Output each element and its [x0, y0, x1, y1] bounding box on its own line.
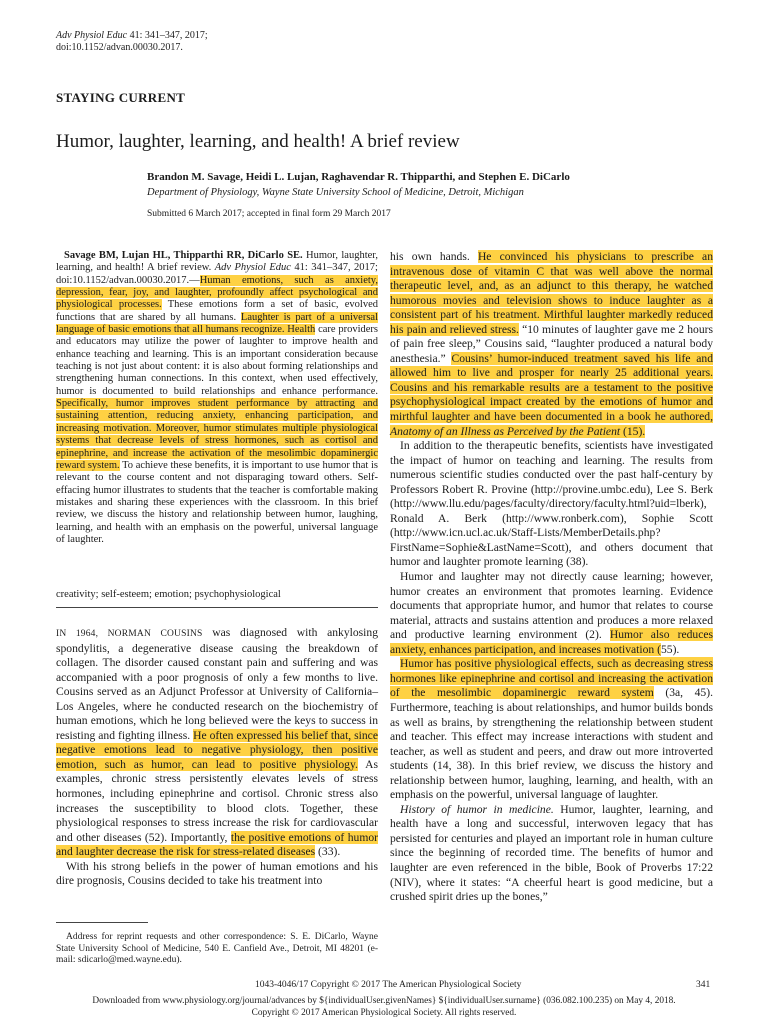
- affiliation: Department of Physiology, Wayne State University School of Medicine, Detroit, Michigan: [147, 187, 524, 198]
- body-text: was diagnosed with ankylosing spondylitis, a degenerative disease causing the breakdown of collagen. The disorder caused constant pain and suffering and was accompanied with a poor prognosis of only a few months to live. Cousins served as an Adjunct Professor at University of California–Los Angeles, where he conducted research on the biochemistry of human emotions, which he long believed were the keys to success in resisting and fighting illness.: [56, 626, 378, 742]
- highlight: Humor has positive physiological effects, such as decreasing stress hormones like epinephrine and cortisol and increasing the activation of the mesolimbic dopaminergic reward system: [390, 657, 713, 700]
- highlight-text: Cousins’ humor-induced treatment saved his life and allowed him to live and prosper for nearly 25 additional years. Cousins and his remarkable results are a testament to the positive psychophysiological impact created by the emotions of humor and mirthful laughter and have been documented in a book he authored,: [390, 351, 713, 424]
- correspondence-footnote: Address for reprint requests and other correspondence: S. E. DiCarlo, Wayne State University School of Medicine, 540 E. Canfield Ave., Detroit, MI 48201 (e-mail: sdicarlo@med.wayne.edu).: [56, 932, 378, 966]
- highlight-text: (15).: [620, 424, 646, 438]
- journal-volume: 41: 341–347, 2017;: [127, 30, 208, 41]
- highlight: He convinced his physicians to prescribe an intravenous dose of vitamin C that was well above the normal therapeutic level, and, as an adjunct to this therapy, he watched humorous movies and television shows to induce laughter as a consistent part of his treatment. Mirthful laughter markedly reduced his pain and relieved stress.: [390, 250, 713, 336]
- paragraph: With his strong beliefs in the power of human emotions and his dire prognosis, Cousins decided to take his treatment into: [56, 859, 378, 888]
- body-text: 55).: [660, 642, 680, 656]
- body-text: As examples, chronic stress persistently elevates levels of stress hormones, including epinephrine and cortisol. Chronic stress also increases the susceptibility to blood clots. Together, these physiological responses to stress increase the risk for cardiovascular and other diseases (52). Importantly,: [56, 757, 378, 844]
- book-title: Anatomy of an Illness as Perceived by the Patient: [390, 424, 621, 438]
- submission-dates: Submitted 6 March 2017; accepted in final form 29 March 2017: [147, 209, 391, 219]
- journal-name: Adv Physiol Educ: [56, 30, 128, 41]
- body-text: “10 minutes of laughter gave me 2 hours of pain free sleep,” Cousins said, “laughter produced a natural body anesthesia.”: [390, 322, 713, 365]
- journal-citation: [56, 30, 208, 54]
- article-title: Humor, laughter, learning, and health! A brief review: [56, 131, 460, 152]
- abstract-citation-rest: 41: 341–347, 2017; doi:10.1152/advan.00030.2017.—: [56, 262, 378, 286]
- copyright-line: 1043-4046/17 Copyright © 2017 The American Physiological Society: [255, 980, 522, 990]
- journal-doi: doi:10.1152/advan.00030.2017.: [56, 42, 183, 53]
- paragraph: In addition to the therapeutic benefits, scientists have investigated the impact of humor on teaching and learning. The results from numerous scientific studies conducted over the past half-century by Professors Robert R. Provine (http://provine.umbc.edu), Lee S. Berk (http://www.llu.edu/pages/faculty/directory/faculty.html?uid=lberk), Ronald A. Berk (http://www.ronberk.com), Sophie Scott (http://www.icn.ucl.ac.uk/Staff-Lists/MemberDetails.php?FirstName=Sophie&LastName=Scott), and others document that humor and laughter promote learning (38).: [390, 439, 713, 569]
- body-right-column: [390, 250, 713, 905]
- paragraph: [390, 657, 713, 802]
- divider: [56, 607, 378, 608]
- abstract-text: care providers and educators may utilize the power of laughter to improve health and enhance teaching and learning. This is an important consideration because teaching is not just about content: it is also about forming relationships and strengthening human connections. In this context, when used effectively, humor is documented to build relationships and enhance performance.: [56, 324, 378, 397]
- body-left-column: [56, 626, 378, 889]
- section-heading: STAYING CURRENT: [56, 90, 186, 105]
- highlight: Laughter is part of a universal language of basic emotions that all humans recognize. Health: [56, 311, 379, 336]
- download-line: Downloaded from www.physiology.org/journal/advances by ${individualUser.givenNames} ${individualUser.surname} (036.082.100.235) on May 4, 2018.: [92, 996, 676, 1006]
- keywords: creativity; self-esteem; emotion; psychophysiological: [56, 589, 281, 600]
- paragraph: [390, 803, 713, 905]
- highlight: He often expressed his belief that, since negative emotions lead to negative physiology, then positive emotion, such as humor, can lead to positive physiology.: [56, 728, 378, 771]
- page-number: 341: [696, 980, 711, 990]
- body-text: his own hands.: [390, 250, 478, 263]
- paragraph: [56, 626, 378, 860]
- abstract-citation-authors: Savage BM, Lujan HL, Thipparthi RR, DiCarlo SE.: [64, 250, 303, 261]
- body-text: (3a, 45). Furthermore, teaching is about relationships, and humor builds bonds as well as brains, by strengthening the relationship between student and teacher. This effect may increase interactions with student and teacher, as well as student and peers, and draw out more introverted students (14, 38). In this brief review, we discuss the history and relationship between humor, laughing, learning, and health, with an emphasis on the powerful, universal language of laughter.: [390, 686, 713, 802]
- paragraph: [390, 250, 713, 439]
- body-text: Humor and laughter may not directly cause learning; however, humor creates an environment that promotes learning. Evidence documents that appropriate humor, and humor that relates to course material, attracts and sustains attention and produces a more relaxed and productive learning environment (2).: [390, 570, 713, 642]
- author-list: Brandon M. Savage, Heidi L. Lujan, Raghavendar R. Thipparthi, and Stephen E. DiCarlo: [147, 171, 570, 183]
- highlight: Human emotions, such as anxiety, depression, fear, joy, and laughter, profoundly affect psychological and physiological processes.: [56, 274, 378, 311]
- abstract: [56, 250, 378, 546]
- abstract-text: To achieve these benefits, it is important to use humor that is relevant to the course content and not disparaging toward others. Self-effacing humor illustrates to students that the teacher is comfortable making mistakes and sharing these experiences with the classroom. In this brief review, we discuss the history and relationship between humor, laughing, learning, and health with an emphasis on the powerful, universal language of laughter.: [56, 459, 378, 545]
- body-text: Humor, laughter, learning, and health have a long and successful, interwoven legacy that has persisted for centuries and played an important role in human culture since the beginning of recorded time. The benefits of humor and laughter are even referenced in the bible, Book of Proverbs 17:22 (NIV), where it states: “A cheerful heart is good medicine, but a crushed spirit dries up the bones,”: [390, 802, 714, 904]
- abstract-text: These emotions form a set of basic, evolved functions that are shared by all humans.: [56, 299, 378, 323]
- subsection-heading: History of humor in medicine.: [400, 802, 554, 816]
- abstract-citation-journal: Adv Physiol Educ: [214, 262, 291, 274]
- abstract-citation-text: Humor, laughter, learning, and health! A brief review.: [56, 250, 378, 274]
- highlight: Humor also reduces anxiety, enhances participation, and increases motivation (: [390, 628, 713, 656]
- paragraph: [390, 570, 713, 657]
- highlight: Specifically, humor improves student performance by attracting and sustaining attention, reducing anxiety, enhancing participation, and increasing motivation. Moreover, humor stimulates multiple physiological systems that decrease levels of stress hormones, such as cortisol and epinephrine, and increase the activation of the mesolimbic dopaminergic reward system.: [56, 398, 378, 471]
- download-copyright: Copyright © 2017 American Physiological Society. All rights reserved.: [251, 1008, 517, 1018]
- footnote-divider: [56, 922, 148, 923]
- lead-in-smallcaps: IN 1964, NORMAN COUSINS: [56, 629, 203, 639]
- highlight: the positive emotions of humor and laughter decrease the risk for stress-related diseases: [56, 830, 379, 859]
- body-text: (33).: [315, 845, 341, 859]
- download-notice: [0, 995, 768, 1019]
